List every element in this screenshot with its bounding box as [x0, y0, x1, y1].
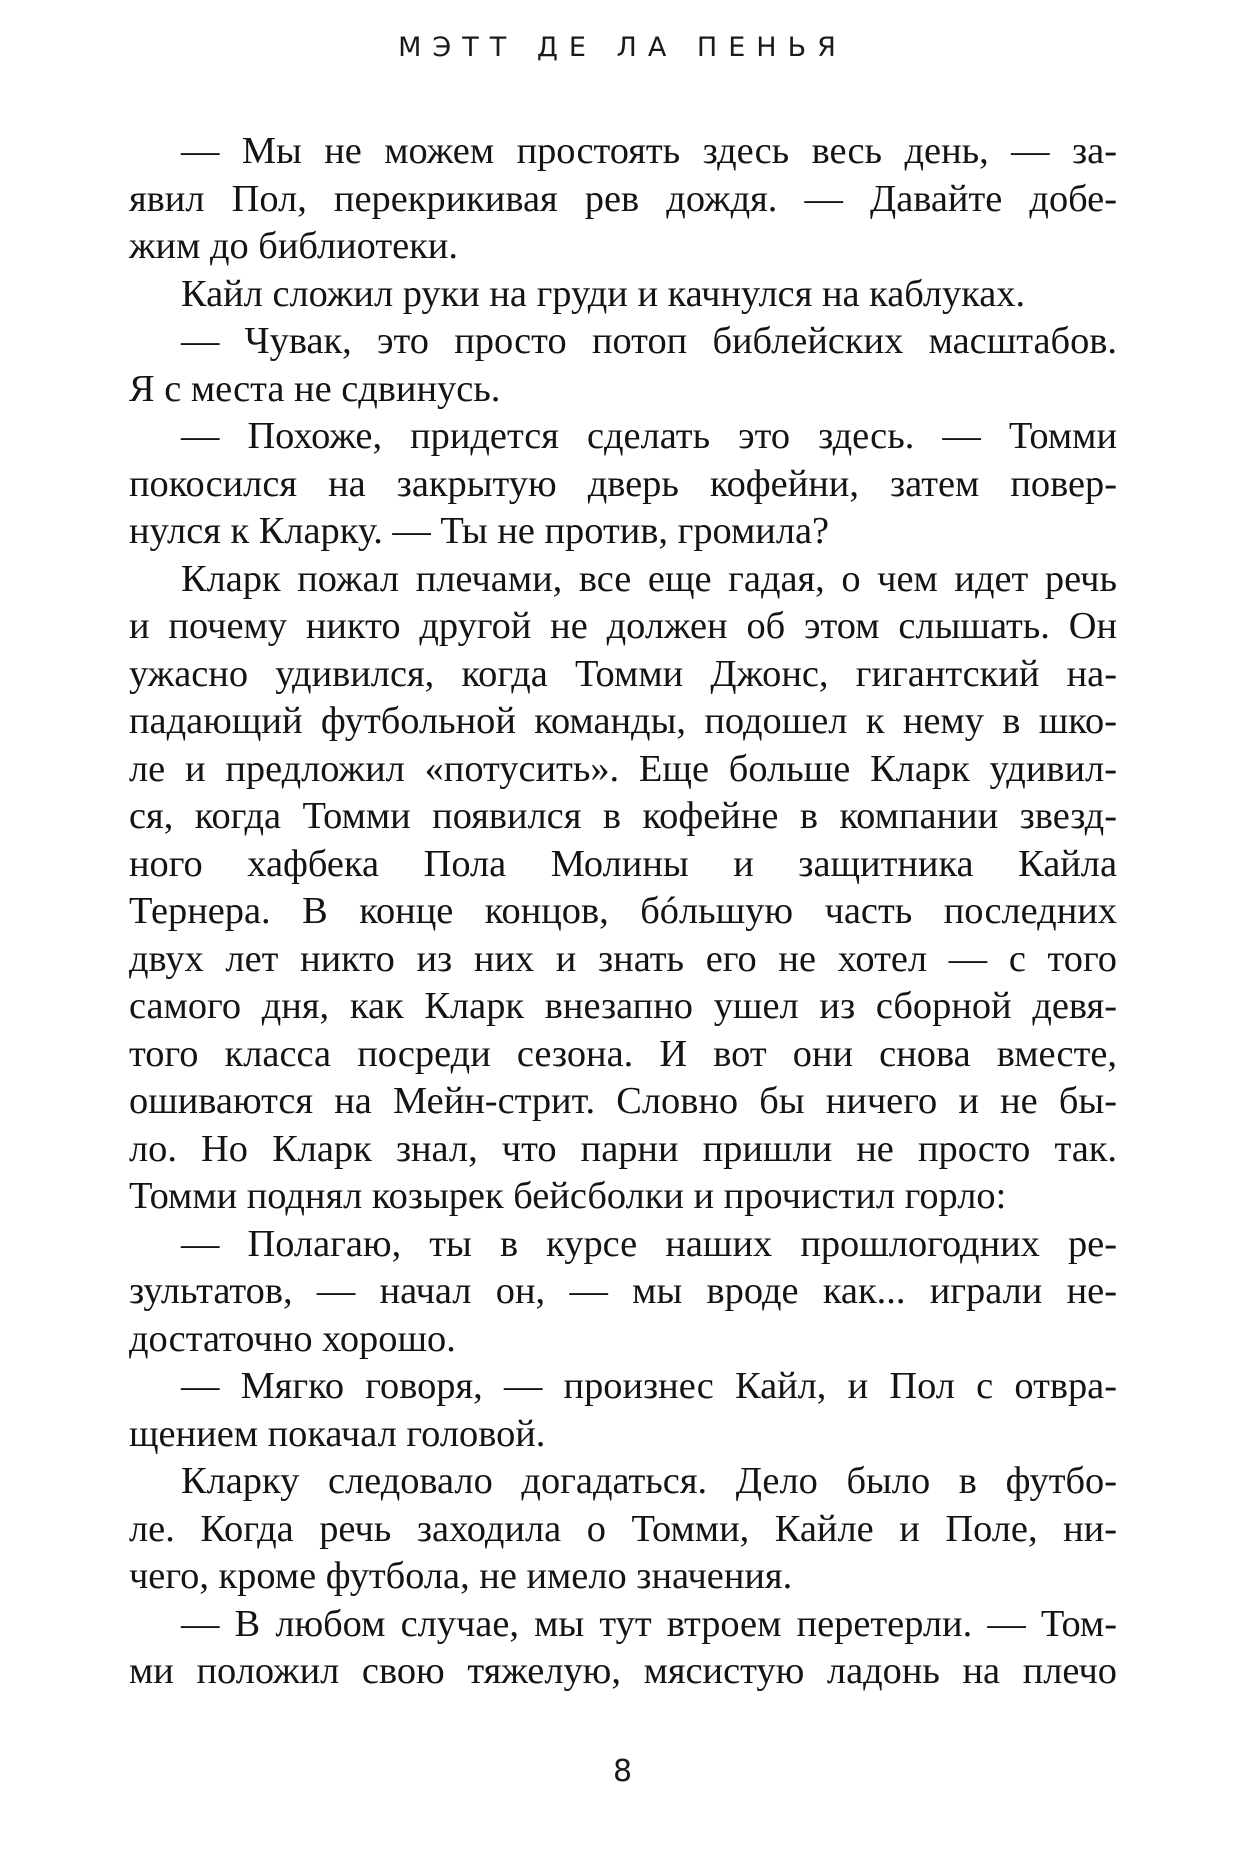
- paragraph: [129, 1363, 1117, 1458]
- text-line: зультатов, — начал он, — мы вроде как... играли не-: [129, 1270, 1117, 1312]
- text-line: ся, когда Томми появился в кофейне в компании звезд-: [129, 795, 1117, 837]
- text-line: ного хафбека Пола Молины и защитника Кайла: [129, 842, 1117, 885]
- text-line: щением покачал головой.: [129, 1412, 546, 1455]
- text-line: двух лет никто из них и знать его не хотел — с того: [129, 937, 1117, 980]
- paragraph: [129, 318, 1117, 413]
- text-line: Я с места не сдвинусь.: [129, 367, 501, 410]
- text-line: — Похоже, придется сделать это здесь. — Томми: [181, 415, 1117, 457]
- text-line: ле и предложил «потусить». Еще больше Кларк удивил-: [129, 747, 1117, 790]
- text-line: явил Пол, перекрикивая рев дождя. — Давайте добе-: [129, 177, 1117, 220]
- text-line: Кларку следовало догадаться. Дело было в футбо-: [181, 1460, 1117, 1502]
- text-line: жим до библиотеки.: [129, 225, 458, 267]
- text-line: — В любом случае, мы тут втроем перетерли. — Том-: [181, 1602, 1117, 1645]
- body-text: [129, 128, 1117, 1696]
- text-line: ошиваются на Мейн-стрит. Словно бы ничего и не бы-: [129, 1080, 1117, 1122]
- text-line: и почему никто другой не должен об этом слышать. Он: [129, 605, 1117, 647]
- text-line: чего, кроме футбола, не имело значения.: [129, 1555, 793, 1597]
- text-line: — Чувак, это просто потоп библейских масштабов.: [181, 320, 1117, 362]
- text-line: Тернера. В конце концов, бóльшую часть последних: [129, 890, 1117, 932]
- text-line: падающий футбольной команды, подошел к нему в шко-: [129, 700, 1117, 742]
- text-line: ужасно удивился, когда Томми Джонс, гигантский на-: [129, 652, 1117, 695]
- paragraph: [129, 413, 1117, 556]
- text-line: Кларк пожал плечами, все еще гадая, о чем идет речь: [181, 557, 1117, 600]
- text-line: покосился на закрытую дверь кофейни, затем повер-: [129, 462, 1117, 505]
- text-line: Томми поднял козырек бейсболки и прочистил горло:: [129, 1175, 1007, 1217]
- paragraph: [129, 1601, 1117, 1696]
- paragraph: [129, 1221, 1117, 1364]
- paragraph: [129, 1458, 1117, 1601]
- text-line: ле. Когда речь заходила о Томми, Кайле и Поле, ни-: [129, 1507, 1117, 1550]
- text-line: того класса посреди сезона. И вот они снова вместе,: [129, 1032, 1117, 1075]
- text-line: самого дня, как Кларк внезапно ушел из сборной девя-: [129, 985, 1117, 1027]
- paragraph: [129, 556, 1117, 1221]
- paragraph: [129, 271, 1117, 319]
- text-line: достаточно хорошо.: [129, 1317, 456, 1360]
- running-head: МЭТТ ДЕ ЛА ПЕНЬЯ: [398, 32, 847, 63]
- text-line: ми положил свою тяжелую, мясистую ладонь на плечо: [129, 1650, 1117, 1692]
- text-line: нулся к Кларку. — Ты не против, громила?: [129, 510, 830, 552]
- text-line: ло. Но Кларк знал, что парни пришли не просто так.: [129, 1127, 1117, 1170]
- paragraph: [129, 128, 1117, 271]
- text-line: — Полагаю, ты в курсе наших прошлогодних ре-: [181, 1222, 1117, 1265]
- text-line: — Мягко говоря, — произнес Кайл, и Пол с отвра-: [181, 1365, 1117, 1407]
- text-line: — Мы не можем простоять здесь весь день, — за-: [181, 130, 1117, 172]
- page-number: 8: [612, 1754, 633, 1789]
- text-line: Кайл сложил руки на груди и качнулся на каблуках.: [181, 272, 1026, 315]
